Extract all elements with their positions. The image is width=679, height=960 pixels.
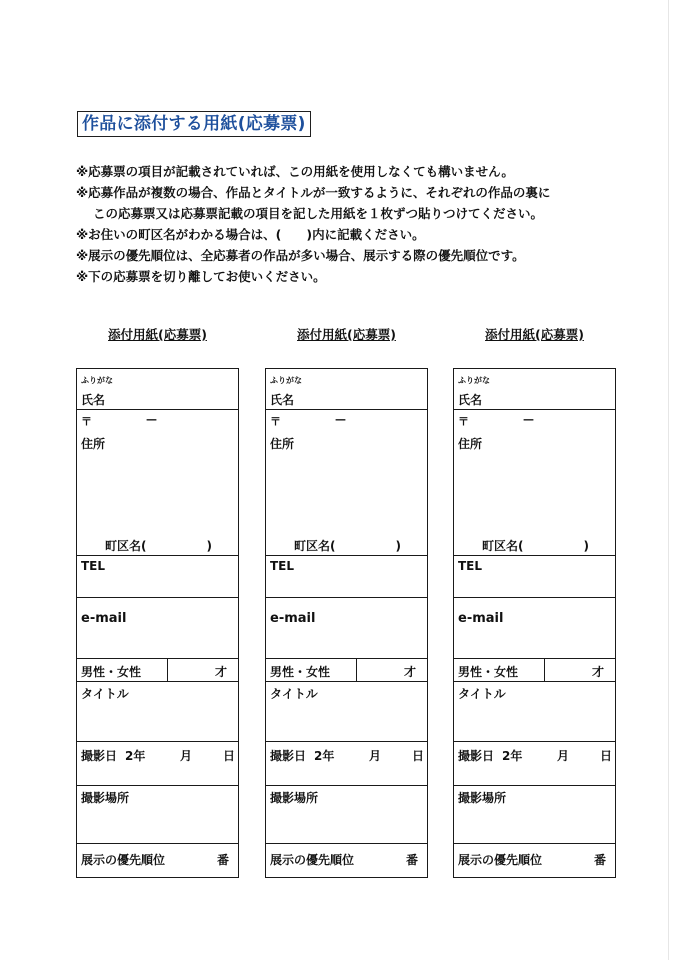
gender-label[interactable]: 男性・女性 bbox=[81, 665, 142, 679]
postal-mark: 〒 bbox=[458, 415, 469, 428]
divider bbox=[266, 741, 427, 742]
furigana-label: ふりがな bbox=[81, 376, 113, 385]
divider bbox=[77, 658, 238, 659]
divider bbox=[266, 555, 427, 556]
divider bbox=[266, 681, 427, 682]
town-label[interactable]: 町区名( ) bbox=[105, 539, 212, 553]
divider bbox=[454, 843, 615, 844]
tel-label[interactable]: TEL bbox=[81, 559, 106, 573]
month-label[interactable]: 月 bbox=[557, 749, 570, 763]
location-label[interactable]: 撮影場所 bbox=[270, 791, 319, 805]
note-line: この応募票又は応募票記載の項目を記した用紙を１枚ずつ貼りつけてください。 bbox=[93, 206, 544, 221]
document-title: 作品に添付する用紙(応募票) bbox=[77, 111, 311, 137]
form-title: 添付用紙(応募票) bbox=[297, 327, 396, 342]
note-line: ※応募票の項目が記載されていれば、この用紙を使用しなくても構いません。 bbox=[76, 164, 514, 179]
tel-label[interactable]: TEL bbox=[270, 559, 295, 573]
date-label: 撮影日 bbox=[270, 749, 307, 763]
vertical-divider bbox=[356, 659, 357, 681]
day-label[interactable]: 日 bbox=[412, 749, 425, 763]
furigana-label: ふりがな bbox=[270, 376, 302, 385]
form-title: 添付用紙(応募票) bbox=[485, 327, 584, 342]
priority-unit[interactable]: 番 bbox=[217, 853, 230, 867]
date-label: 撮影日 bbox=[458, 749, 495, 763]
divider bbox=[454, 409, 615, 410]
address-label[interactable]: 住所 bbox=[81, 437, 106, 451]
town-label[interactable]: 町区名( ) bbox=[294, 539, 401, 553]
age-unit[interactable]: 才 bbox=[592, 665, 605, 679]
entry-box bbox=[76, 368, 239, 878]
month-label[interactable]: 月 bbox=[369, 749, 382, 763]
entry-box bbox=[265, 368, 428, 878]
postal-dash: — bbox=[335, 413, 346, 426]
year-label[interactable]: 2年 bbox=[314, 749, 335, 763]
photo-title-label[interactable]: タイトル bbox=[81, 687, 129, 701]
year-label[interactable]: 2年 bbox=[125, 749, 146, 763]
email-label[interactable]: e-mail bbox=[81, 611, 127, 626]
town-label[interactable]: 町区名( ) bbox=[482, 539, 589, 553]
divider bbox=[454, 785, 615, 786]
priority-label: 展示の優先順位 bbox=[458, 853, 543, 867]
divider bbox=[454, 555, 615, 556]
location-label[interactable]: 撮影場所 bbox=[81, 791, 130, 805]
divider bbox=[77, 741, 238, 742]
divider bbox=[454, 597, 615, 598]
furigana-label: ふりがな bbox=[458, 376, 490, 385]
form-title: 添付用紙(応募票) bbox=[108, 327, 207, 342]
priority-label: 展示の優先順位 bbox=[270, 853, 355, 867]
vertical-divider bbox=[167, 659, 168, 681]
day-label[interactable]: 日 bbox=[223, 749, 236, 763]
age-unit[interactable]: 才 bbox=[404, 665, 417, 679]
name-label[interactable]: 氏名 bbox=[270, 393, 295, 407]
address-label[interactable]: 住所 bbox=[270, 437, 295, 451]
priority-label: 展示の優先順位 bbox=[81, 853, 166, 867]
day-label[interactable]: 日 bbox=[600, 749, 613, 763]
location-label[interactable]: 撮影場所 bbox=[458, 791, 507, 805]
tel-label[interactable]: TEL bbox=[458, 559, 483, 573]
month-label[interactable]: 月 bbox=[180, 749, 193, 763]
note-line: ※応募作品が複数の場合、作品とタイトルが一致するように、それぞれの作品の裏に bbox=[76, 185, 551, 200]
note-line: ※お住いの町区名がわかる場合は、( )内に記載ください。 bbox=[76, 227, 425, 242]
divider bbox=[266, 658, 427, 659]
divider bbox=[454, 741, 615, 742]
note-line: ※下の応募票を切り離してお使いください。 bbox=[76, 269, 326, 284]
divider bbox=[266, 409, 427, 410]
divider bbox=[454, 681, 615, 682]
email-label[interactable]: e-mail bbox=[270, 611, 316, 626]
email-label[interactable]: e-mail bbox=[458, 611, 504, 626]
divider bbox=[266, 843, 427, 844]
gender-label[interactable]: 男性・女性 bbox=[458, 665, 519, 679]
gender-label[interactable]: 男性・女性 bbox=[270, 665, 331, 679]
divider bbox=[77, 843, 238, 844]
name-label[interactable]: 氏名 bbox=[81, 393, 106, 407]
divider bbox=[266, 785, 427, 786]
divider bbox=[77, 681, 238, 682]
note-line: ※展示の優先順位は、全応募者の作品が多い場合、展示する際の優先順位です。 bbox=[76, 248, 525, 263]
date-label: 撮影日 bbox=[81, 749, 118, 763]
page-edge bbox=[668, 0, 669, 960]
divider bbox=[77, 785, 238, 786]
priority-unit[interactable]: 番 bbox=[406, 853, 419, 867]
photo-title-label[interactable]: タイトル bbox=[458, 687, 506, 701]
postal-mark: 〒 bbox=[81, 415, 92, 428]
divider bbox=[266, 597, 427, 598]
divider bbox=[454, 658, 615, 659]
age-unit[interactable]: 才 bbox=[215, 665, 228, 679]
year-label[interactable]: 2年 bbox=[502, 749, 523, 763]
entry-box bbox=[453, 368, 616, 878]
postal-dash: — bbox=[523, 413, 534, 426]
divider bbox=[77, 409, 238, 410]
divider bbox=[77, 555, 238, 556]
vertical-divider bbox=[544, 659, 545, 681]
address-label[interactable]: 住所 bbox=[458, 437, 483, 451]
postal-dash: — bbox=[146, 413, 157, 426]
photo-title-label[interactable]: タイトル bbox=[270, 687, 318, 701]
priority-unit[interactable]: 番 bbox=[594, 853, 607, 867]
name-label[interactable]: 氏名 bbox=[458, 393, 483, 407]
divider bbox=[77, 597, 238, 598]
instructions bbox=[76, 161, 550, 287]
postal-mark: 〒 bbox=[270, 415, 281, 428]
